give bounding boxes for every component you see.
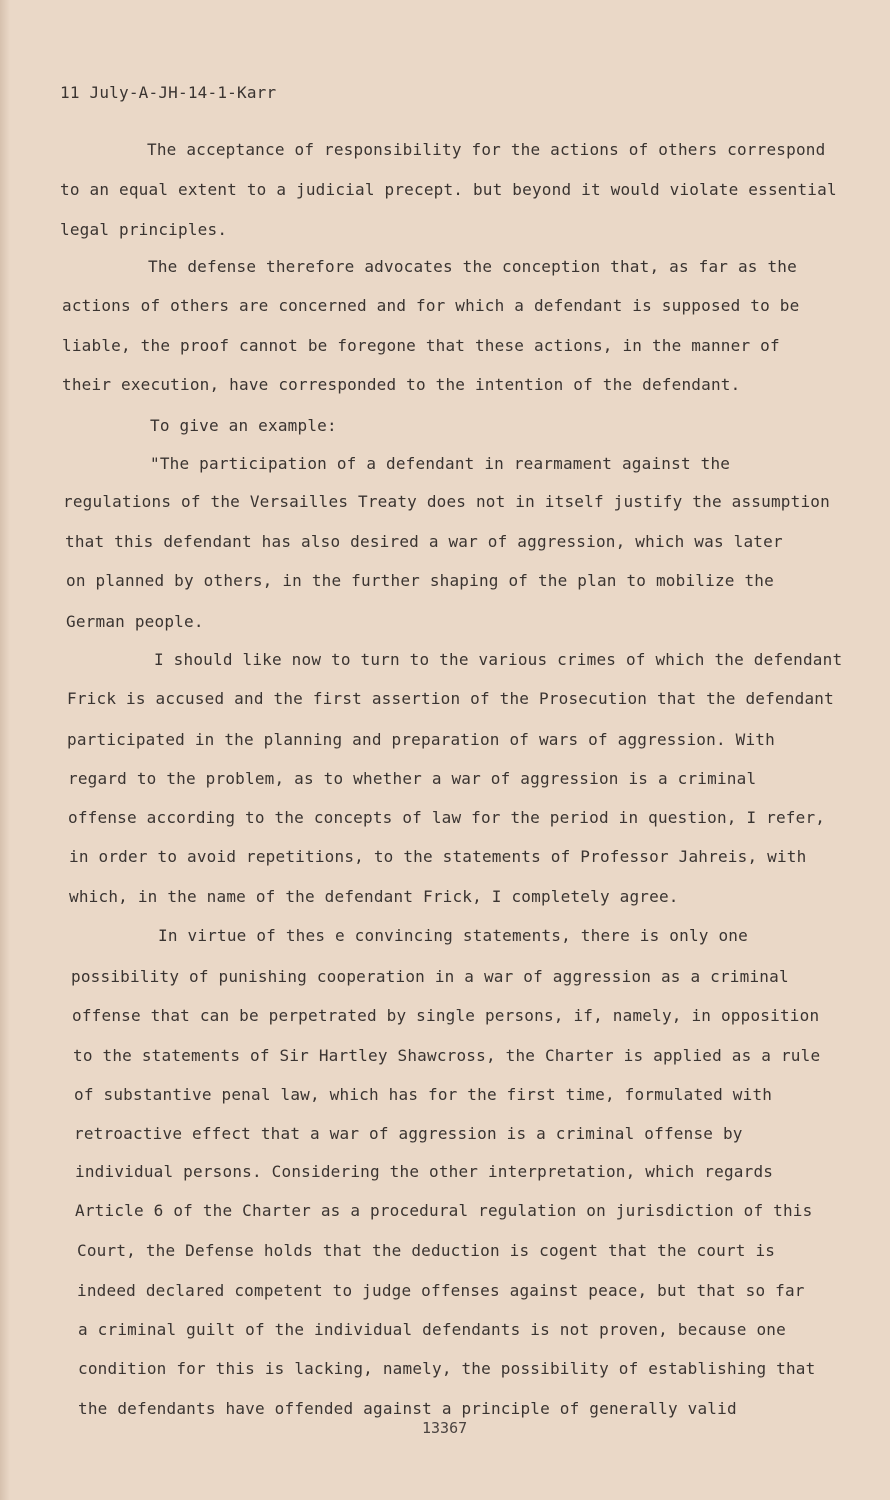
- text-line-25: of substantive penal law, which has for the first time, formulated with: [74, 1085, 773, 1104]
- text-line-9: "The participation of a defendant in rearmament against the: [150, 454, 731, 473]
- text-line-16: participated in the planning and preparation of wars of aggression. With: [67, 730, 775, 749]
- text-line-13: German people.: [66, 612, 204, 631]
- text-line-30: indeed declared competent to judge offenses against peace, but that so far: [77, 1281, 805, 1300]
- page-number: 13367: [422, 1419, 468, 1437]
- text-line-24: to the statements of Sir Hartley Shawcross, the Charter is applied as a rule: [73, 1046, 821, 1065]
- text-line-29: Court, the Defense holds that the deduction is cogent that the court is: [77, 1241, 776, 1260]
- text-line-18: offense according to the concepts of law for the period in question, I refer,: [68, 808, 826, 827]
- text-line-17: regard to the problem, as to whether a war of aggression is a criminal: [68, 769, 757, 788]
- text-line-21: In virtue of thes e convincing statements, there is only one: [158, 926, 748, 945]
- text-line-20: which, in the name of the defendant Frick, I completely agree.: [69, 887, 679, 906]
- text-line-5: actions of others are concerned and for which a defendant is supposed to be: [62, 296, 800, 315]
- text-line-15: Frick is accused and the first assertion of the Prosecution that the defendant: [67, 689, 834, 708]
- text-line-31: a criminal guilt of the individual defendants is not proven, because one: [78, 1320, 786, 1339]
- text-line-33: the defendants have offended against a principle of generally valid: [78, 1399, 737, 1418]
- page-edge-shadow: [0, 0, 10, 1500]
- text-line-26: retroactive effect that a war of aggression is a criminal offense by: [74, 1124, 743, 1143]
- document-header: 11 July-A-JH-14-1-Karr: [60, 83, 277, 102]
- text-line-27: individual persons. Considering the other interpretation, which regards: [75, 1162, 774, 1181]
- text-line-8: To give an example:: [150, 416, 337, 435]
- text-line-3: legal principles.: [60, 220, 228, 239]
- text-line-23: offense that can be perpetrated by single persons, if, namely, in opposition: [72, 1006, 820, 1025]
- text-line-7: their execution, have corresponded to the intention of the defendant.: [62, 375, 741, 394]
- text-line-4: The defense therefore advocates the conception that, as far as the: [148, 257, 797, 276]
- text-line-22: possibility of punishing cooperation in a war of aggression as a criminal: [71, 967, 789, 986]
- text-line-1: The acceptance of responsibility for the actions of others correspond: [147, 140, 826, 159]
- text-line-6: liable, the proof cannot be foregone that these actions, in the manner of: [62, 336, 780, 355]
- text-line-14: I should like now to turn to the various crimes of which the defendant: [154, 650, 843, 669]
- text-line-11: that this defendant has also desired a war of aggression, which was later: [65, 532, 783, 551]
- text-line-2: to an equal extent to a judicial precept. but beyond it would violate essential: [60, 180, 837, 199]
- text-line-32: condition for this is lacking, namely, the possibility of establishing that: [78, 1359, 816, 1378]
- text-line-10: regulations of the Versailles Treaty does not in itself justify the assumption: [63, 492, 830, 511]
- text-line-19: in order to avoid repetitions, to the statements of Professor Jahreis, with: [69, 847, 807, 866]
- text-line-28: Article 6 of the Charter as a procedural regulation on jurisdiction of this: [75, 1201, 813, 1220]
- text-line-12: on planned by others, in the further shaping of the plan to mobilize the: [66, 571, 774, 590]
